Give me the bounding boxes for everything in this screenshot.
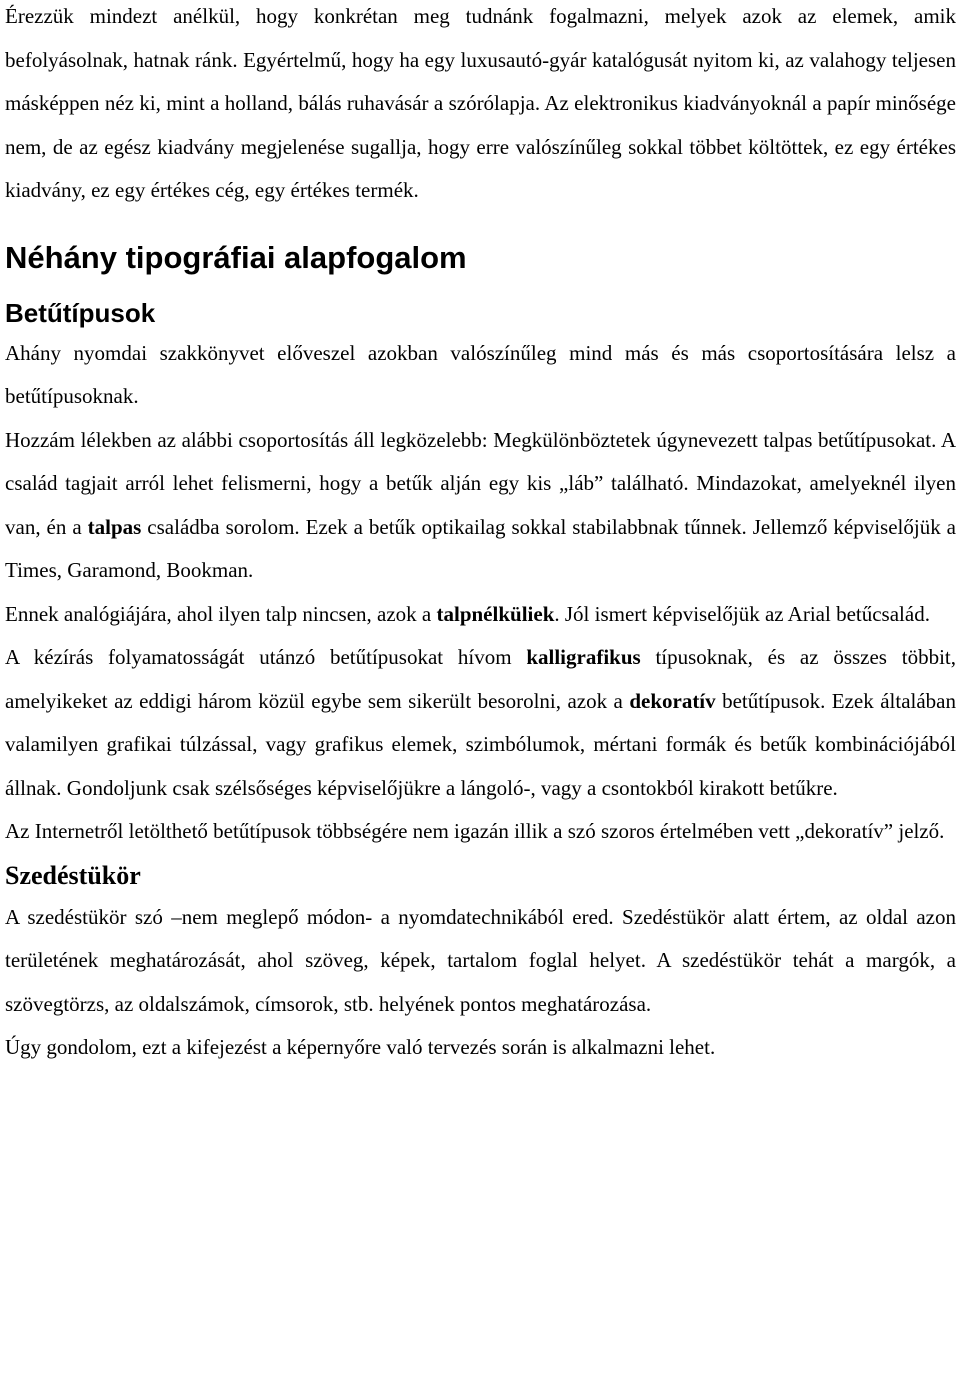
document-page	[5, 0, 956, 1070]
text-run: A kézírás folyamatosságát utánzó betűtípusokat hívom	[5, 645, 527, 669]
betutipusok-paragraph-3	[5, 593, 956, 637]
szedestukor-paragraph-2: Úgy gondolom, ezt a kifejezést a képernyőre való tervezés során is alkalmazni lehet.	[5, 1035, 716, 1059]
section-heading: Néhány tipográfiai alapfogalom	[5, 239, 467, 275]
bold-term-dekorativ: dekoratív	[629, 688, 716, 713]
text-run: betűtípusok. Ezek általában valamilyen grafikai túlzással, vagy grafikus elemek, szimbólumok, mértani formák és betűk kombinációjából állnak. Gondoljunk csak szélsőséges képviselőjükre a lángoló-, vagy a csontokból kirakott betűkre.	[5, 688, 956, 800]
text-run: Ennek analógiájára, ahol ilyen talp nincsen, azok a	[5, 601, 437, 626]
betutipusok-paragraph-5: Az Internetről letölthető betűtípusok többségére nem igazán illik a szó szoros értelmében vett „dekoratív” jelző.	[5, 819, 945, 843]
szedestukor-paragraph-1: A szedéstükör szó –nem meglepő módon- a nyomdatechnikából ered. Szedéstükör alatt értem, az oldal azon területének meghatározását, ahol szöveg, képek, tartalom foglal helyet. A szedéstükör tehát a margók, a szövegtörzs, az oldalszámok, címsorok, stb. helyének pontos meghatározása.	[5, 904, 956, 1016]
szedestukor-heading: Szedéstükör	[5, 860, 141, 890]
betutipusok-paragraph-2	[5, 419, 956, 593]
text-run: . Jól ismert képviselőjük az Arial betűcsalád.	[554, 601, 930, 626]
intro-paragraph: Érezzük mindezt anélkül, hogy konkrétan meg tudnánk fogalmazni, melyek azok az elemek, amik befolyásolnak, hatnak ránk. Egyértelmű, hogy ha egy luxusautó-gyár katalógusát nyitom ki, az valahogy teljesen másképpen néz ki, mint a holland, bálás ruhavásár a szórólapja. Az elektronikus kiadványoknál a papír minősége nem, de az egész kiadvány megjelenése sugallja, hogy erre valószínűleg sokkal többet költöttek, ez egy értékes kiadvány, ez egy értékes cég, egy értékes termék.	[5, 4, 956, 202]
text-run: családba sorolom. Ezek a betűk optikailag sokkal stabilabbnak tűnnek. Jellemző képviselőjük a Times, Garamond, Bookman.	[5, 514, 956, 582]
betutipusok-paragraph-1: Ahány nyomdai szakkönyvet előveszel azokban valószínűleg mind más és más csoportosítására lelsz a betűtípusoknak.	[5, 340, 956, 408]
bold-term-talpas: talpas	[87, 514, 142, 539]
bold-term-kalligrafikus: kalligrafikus	[526, 645, 641, 669]
betutipusok-paragraph-4	[5, 636, 956, 810]
text-run: Hozzám lélekben az alábbi csoportosítás áll legközelebb: Megkülönböztetek úgynevezett talpas betűtípusokat. A család tagjait arról lehet felismerni, hogy a betűk alján egy kis „láb” található. Mindazokat, amelyeknél ilyen van, én a	[5, 427, 956, 539]
betutipusok-heading: Betűtípusok	[5, 297, 156, 328]
bold-term-talpnelkuliek: talpnélküliek	[436, 601, 555, 626]
text-run: típusoknak, és az összes többit, amelyikeket az eddigi három közül egybe sem sikerült besorolni, azok a	[5, 645, 956, 713]
